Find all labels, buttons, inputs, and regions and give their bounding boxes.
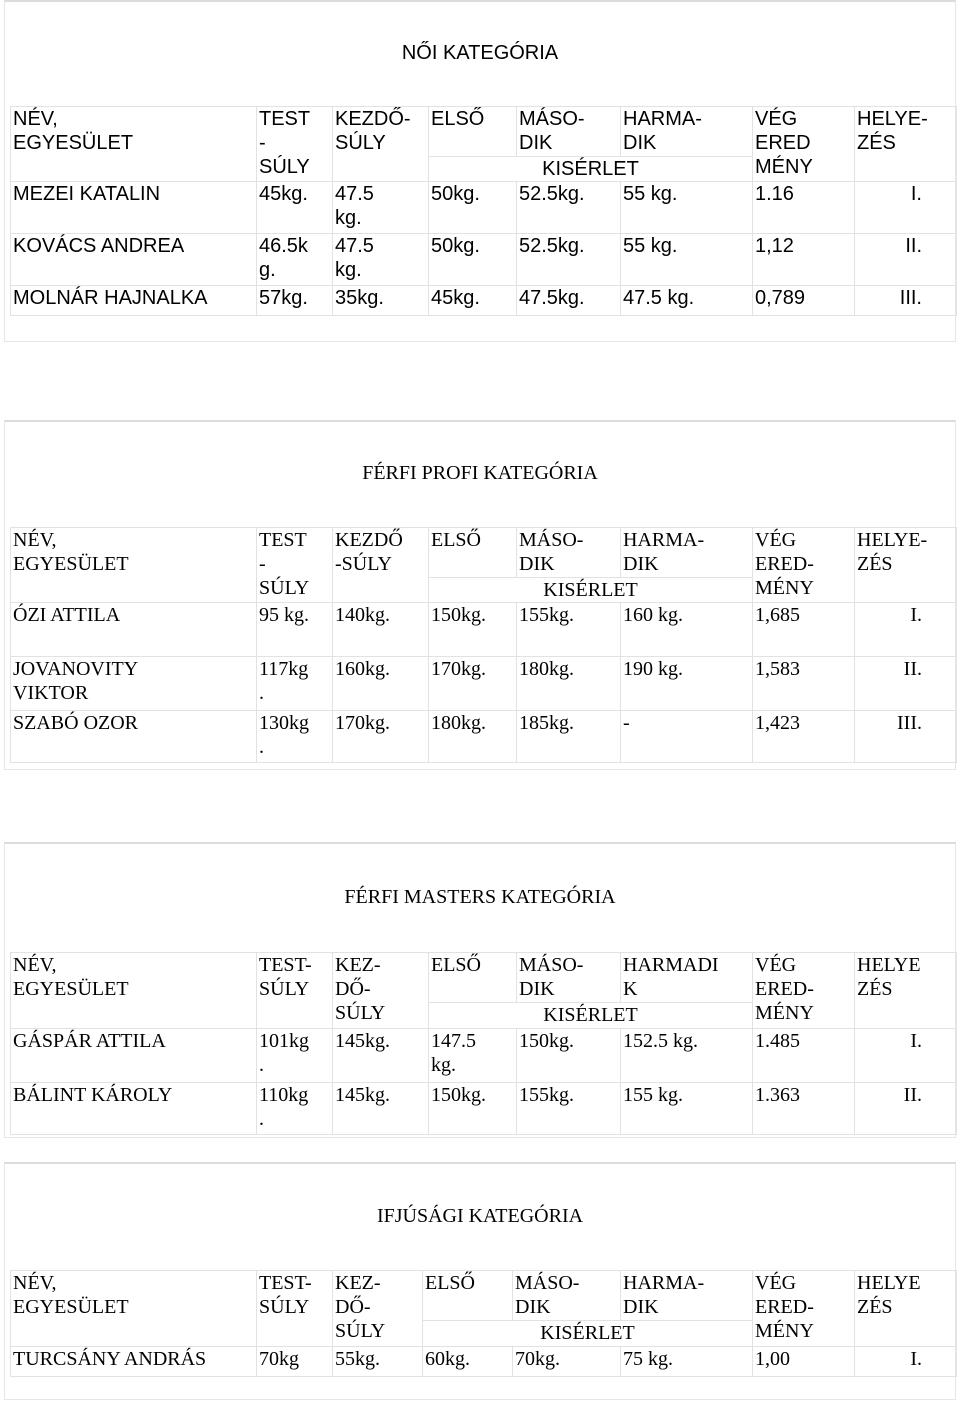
cell-placement: III. xyxy=(855,286,957,316)
cell-third: 47.5 kg. xyxy=(621,286,753,316)
header-final-result: VÉG ERED MÉNY xyxy=(753,107,855,182)
cell-name: SZABÓ OZOR xyxy=(11,711,257,763)
cell-first: 45kg. xyxy=(429,286,517,316)
cell-placement: I. xyxy=(855,1029,957,1083)
cell-test-weight: 45kg. xyxy=(257,182,333,234)
cell-name: JOVANOVITY VIKTOR xyxy=(11,657,257,711)
header-kiserlet: KISÉRLET xyxy=(429,578,753,603)
table-row xyxy=(11,1347,957,1377)
header-name: NÉV, EGYESÜLET xyxy=(11,953,257,1029)
header-first: ELSŐ xyxy=(429,953,517,1003)
cell-final-result: 1,12 xyxy=(753,234,855,286)
section-title-ifjusagi: IFJÚSÁGI KATEGÓRIA xyxy=(376,1205,584,1227)
table-row xyxy=(11,657,957,711)
cell-second: 52.5kg. xyxy=(517,234,621,286)
header-third: HARMA- DIK xyxy=(621,107,753,157)
cell-name: TURCSÁNY ANDRÁS xyxy=(11,1347,257,1377)
cell-test-weight: 95 kg. xyxy=(257,603,333,657)
cell-third: 55 kg. xyxy=(621,182,753,234)
cell-test-weight: 70kg xyxy=(257,1347,333,1377)
cell-test-weight: 57kg. xyxy=(257,286,333,316)
cell-second: 180kg. xyxy=(517,657,621,711)
cell-placement: II. xyxy=(855,657,957,711)
cell-final-result: 1.485 xyxy=(753,1029,855,1083)
header-second: MÁSO- DIK xyxy=(513,1271,621,1321)
cell-placement: I. xyxy=(855,182,957,234)
cell-placement: II. xyxy=(855,234,957,286)
cell-second: 52.5kg. xyxy=(517,182,621,234)
cell-third: 55 kg. xyxy=(621,234,753,286)
cell-first: 150kg. xyxy=(429,1083,517,1135)
header-second: MÁSO- DIK xyxy=(517,953,621,1003)
header-final-result: VÉG ERED- MÉNY xyxy=(753,528,855,603)
header-placement: HELYE ZÉS xyxy=(855,953,957,1029)
cell-second: 70kg. xyxy=(513,1347,621,1377)
header-first: ELSŐ xyxy=(429,528,517,578)
header-kiserlet: KISÉRLET xyxy=(423,1321,753,1347)
cell-third: 155 kg. xyxy=(621,1083,753,1135)
cell-third: 75 kg. xyxy=(621,1347,753,1377)
cell-first: 50kg. xyxy=(429,234,517,286)
cell-start-weight: 160kg. xyxy=(333,657,429,711)
cell-first: 180kg. xyxy=(429,711,517,763)
cell-test-weight: 101kg . xyxy=(257,1029,333,1083)
header-kiserlet: KISÉRLET xyxy=(429,1003,753,1029)
cell-test-weight: 130kg . xyxy=(257,711,333,763)
cell-first: 170kg. xyxy=(429,657,517,711)
cell-final-result: 1,423 xyxy=(753,711,855,763)
table-row xyxy=(11,603,957,657)
cell-final-result: 1,685 xyxy=(753,603,855,657)
header-test-weight: TEST- SÚLY xyxy=(257,953,333,1029)
header-start-weight: KEZ- DŐ- SÚLY xyxy=(333,953,429,1029)
cell-test-weight: 46.5k g. xyxy=(257,234,333,286)
section-title-ferfi-profi: FÉRFI PROFI KATEGÓRIA xyxy=(362,462,598,484)
cell-first: 150kg. xyxy=(429,603,517,657)
cell-second: 155kg. xyxy=(517,1083,621,1135)
header-third: HARMADI K xyxy=(621,953,753,1003)
cell-placement: III. xyxy=(855,711,957,763)
cell-placement: I. xyxy=(855,1347,957,1377)
cell-final-result: 1.363 xyxy=(753,1083,855,1135)
header-name: NÉV, EGYESÜLET xyxy=(11,1271,257,1347)
table-row xyxy=(11,234,957,286)
header-test-weight: TEST - SÚLY xyxy=(257,107,333,182)
cell-third: 190 kg. xyxy=(621,657,753,711)
cell-third: 152.5 kg. xyxy=(621,1029,753,1083)
table-row xyxy=(11,1029,957,1083)
cell-first: 60kg. xyxy=(423,1347,513,1377)
header-placement: HELYE ZÉS xyxy=(855,1271,957,1347)
header-placement: HELYE- ZÉS xyxy=(855,107,957,182)
cell-name: GÁSPÁR ATTILA xyxy=(11,1029,257,1083)
cell-start-weight: 47.5 kg. xyxy=(333,234,429,286)
header-start-weight: KEZDŐ -SÚLY xyxy=(333,528,429,603)
cell-start-weight: 47.5 kg. xyxy=(333,182,429,234)
cell-first: 147.5 kg. xyxy=(429,1029,517,1083)
cell-placement: I. xyxy=(855,603,957,657)
section-title-ferfi-masters: FÉRFI MASTERS KATEGÓRIA xyxy=(344,886,616,908)
cell-final-result: 1.16 xyxy=(753,182,855,234)
cell-third: 160 kg. xyxy=(621,603,753,657)
results-table-ferfi-profi xyxy=(10,527,957,763)
cell-third: - xyxy=(621,711,753,763)
header-name: NÉV, EGYESÜLET xyxy=(11,528,257,603)
header-name: NÉV, EGYESÜLET xyxy=(11,107,257,182)
header-test-weight: TEST - SÚLY xyxy=(257,528,333,603)
header-final-result: VÉG ERED- MÉNY xyxy=(753,1271,855,1347)
header-kiserlet: KISÉRLET xyxy=(429,157,753,182)
results-table-ferfi-masters xyxy=(10,952,957,1135)
table-row xyxy=(11,286,957,316)
results-table-ifjusagi xyxy=(10,1270,957,1377)
cell-second: 150kg. xyxy=(517,1029,621,1083)
header-second: MÁSO- DIK xyxy=(517,528,621,578)
cell-name: BÁLINT KÁROLY xyxy=(11,1083,257,1135)
cell-start-weight: 55kg. xyxy=(333,1347,423,1377)
header-first: ELSŐ xyxy=(423,1271,513,1321)
cell-start-weight: 145kg. xyxy=(333,1029,429,1083)
table-row xyxy=(11,711,957,763)
cell-final-result: 1,583 xyxy=(753,657,855,711)
section-title-noi: NŐI KATEGÓRIA xyxy=(401,42,559,64)
cell-test-weight: 117kg . xyxy=(257,657,333,711)
cell-second: 155kg. xyxy=(517,603,621,657)
header-start-weight: KEZDŐ- SÚLY xyxy=(333,107,429,182)
cell-second: 47.5kg. xyxy=(517,286,621,316)
header-placement: HELYE- ZÉS xyxy=(855,528,957,603)
header-second: MÁSO- DIK xyxy=(517,107,621,157)
header-start-weight: KEZ- DŐ- SÚLY xyxy=(333,1271,423,1347)
cell-final-result: 0,789 xyxy=(753,286,855,316)
cell-final-result: 1,00 xyxy=(753,1347,855,1377)
header-test-weight: TEST- SÚLY xyxy=(257,1271,333,1347)
header-third: HARMA- DIK xyxy=(621,1271,753,1321)
cell-name: KOVÁCS ANDREA xyxy=(11,234,257,286)
results-table-noi xyxy=(10,106,957,316)
cell-start-weight: 140kg. xyxy=(333,603,429,657)
cell-second: 185kg. xyxy=(517,711,621,763)
table-row xyxy=(11,182,957,234)
cell-start-weight: 170kg. xyxy=(333,711,429,763)
header-third: HARMA- DIK xyxy=(621,528,753,578)
cell-name: MOLNÁR HAJNALKA xyxy=(11,286,257,316)
cell-start-weight: 35kg. xyxy=(333,286,429,316)
header-final-result: VÉG ERED- MÉNY xyxy=(753,953,855,1029)
cell-name: MEZEI KATALIN xyxy=(11,182,257,234)
cell-first: 50kg. xyxy=(429,182,517,234)
cell-start-weight: 145kg. xyxy=(333,1083,429,1135)
cell-test-weight: 110kg . xyxy=(257,1083,333,1135)
cell-name: ÓZI ATTILA xyxy=(11,603,257,657)
table-row xyxy=(11,1083,957,1135)
cell-placement: II. xyxy=(855,1083,957,1135)
header-first: ELSŐ xyxy=(429,107,517,157)
